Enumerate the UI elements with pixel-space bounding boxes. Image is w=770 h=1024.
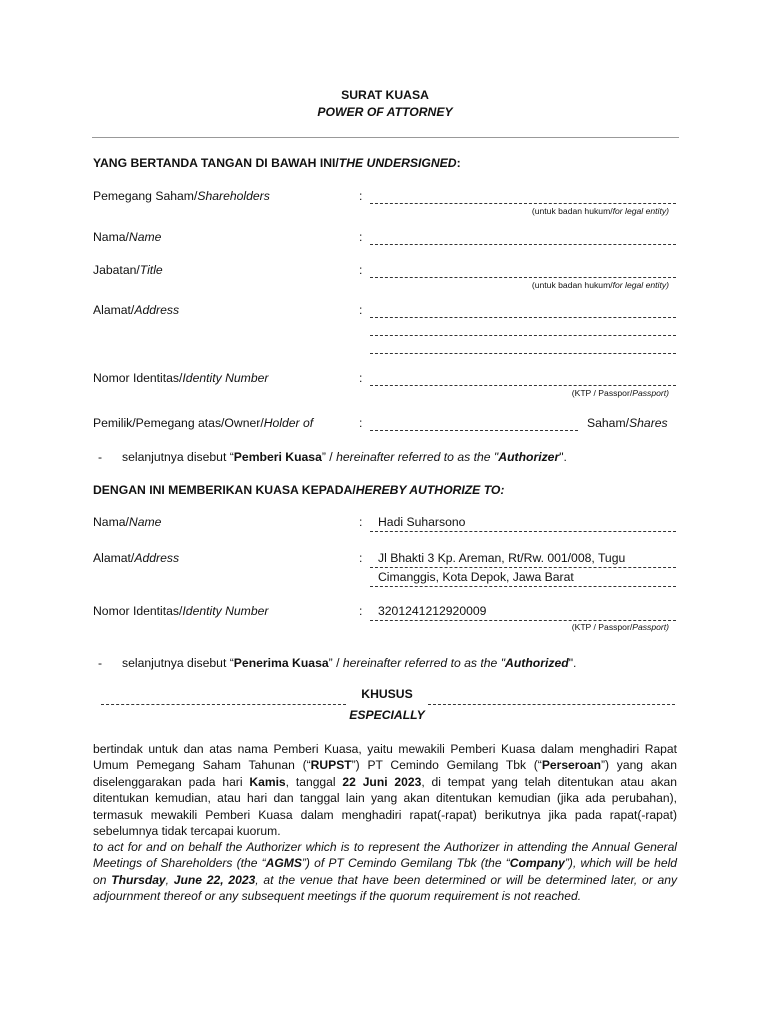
authorized-address-line-1[interactable]: Jl Bhakti 3 Kp. Areman, Rt/Rw. 001/008, Tugu [378, 551, 626, 565]
undersigned-address-field-2[interactable] [370, 335, 676, 336]
undersigned-address-field-1[interactable] [370, 317, 676, 318]
undersigned-name-field[interactable] [370, 244, 676, 245]
shareholders-colon: : [359, 189, 363, 203]
document-title: SURAT KUASA [341, 88, 429, 102]
authorizer-clause-dash: - [98, 450, 103, 464]
special-heading-en: ESPECIALLY [349, 708, 425, 722]
authorized-address-label: Alamat/Address [93, 551, 180, 565]
owner-label: Pemilik/Pemegang atas/Owner/Holder of [93, 416, 314, 430]
undersigned-name-colon: : [359, 230, 363, 244]
undersigned-address-colon: : [359, 303, 363, 317]
document-subtitle: POWER OF ATTORNEY [317, 105, 453, 119]
special-heading: KHUSUS [361, 687, 413, 701]
authorized-clause: selanjutnya disebut “Penerima Kuasa” / hereinafter referred to as the "Authorized". [122, 656, 577, 670]
undersigned-id-label: Nomor Identitas/Identity Number [93, 371, 269, 385]
body-paragraph-id: bertindak untuk dan atas nama Pemberi Kuasa, yaitu mewakili Pemberi Kuasa dalam menghadiri Rapat Umum Pemegang Saham Tahunan (“RUPST”) PT Cemindo Gemilang Tbk (“Perseroan”) yang akan diselenggarakan pada hari Kamis, tanggal 22 Juni 2023, di tempat yang telah ditentukan atau akan ditentukan kemudian, atau hari dan tanggal lain yang akan ditentukan kemudian (jika ada perubahan), termasuk mewakili Pemberi Kuasa dalam menghadiri rapat(-rapat) berikutnya jika pada rapat(-rapat) sebelumnya tidak tercapai kuorum. [93, 742, 677, 839]
authorized-id-label: Nomor Identitas/Identity Number [93, 604, 269, 618]
shareholders-label: Pemegang Saham/Shareholders [93, 189, 270, 203]
authorized-name-value[interactable]: Hadi Suharsono [378, 515, 466, 529]
authorize-heading: DENGAN INI MEMBERIKAN KUASA KEPADA/HEREBY AUTHORIZE TO: [93, 483, 505, 497]
undersigned-address-label: Alamat/Address [93, 303, 180, 317]
shares-count-field[interactable] [370, 430, 578, 431]
authorized-id-note: (KTP / Passpor/Passport) [571, 622, 669, 632]
title-note: (untuk badan hukum/for legal entity) [531, 280, 669, 290]
authorized-address-field-1 [370, 567, 676, 568]
authorized-address-line-2[interactable]: Cimanggis, Kota Depok, Jawa Barat [378, 570, 574, 584]
authorized-name-label: Nama/Name [93, 515, 162, 529]
body-paragraph-en: to act for and on behalf the Authorizer which is to represent the Authorizer in attending the Annual General Meetings of Shareholders (the “AGMS”) of PT Cemindo Gemilang Tbk (the “Company”), which will be held on Thursday, June 22, 2023, at the venue that have been determined or will be determined later, or any adjournment thereof or any subsequent meetings if the quorum requirement is not reached. [93, 840, 677, 904]
title-label: Jabatan/Title [93, 263, 163, 277]
shareholders-field[interactable] [370, 203, 676, 204]
shareholders-note: (untuk badan hukum/for legal entity) [531, 206, 669, 216]
authorized-name-colon: : [359, 515, 363, 529]
header-divider [92, 137, 679, 138]
authorizer-clause: selanjutnya disebut “Pemberi Kuasa” / hereinafter referred to as the "Authorizer". [122, 450, 567, 464]
authorized-name-field [370, 531, 676, 532]
shares-label: Saham/Shares [587, 416, 668, 430]
authorized-id-value[interactable]: 3201241212920009 [378, 604, 487, 618]
undersigned-id-field[interactable] [370, 385, 676, 386]
title-field[interactable] [370, 277, 676, 278]
undersigned-address-field-3[interactable] [370, 353, 676, 354]
undersigned-id-colon: : [359, 371, 363, 385]
special-rule-left [101, 704, 346, 705]
undersigned-heading: YANG BERTANDA TANGAN DI BAWAH INI/THE UNDERSIGNED: [93, 156, 461, 170]
authorized-address-field-2 [370, 586, 676, 587]
special-rule-right [428, 704, 675, 705]
undersigned-name-label: Nama/Name [93, 230, 162, 244]
authorized-id-colon: : [359, 604, 363, 618]
title-colon: : [359, 263, 363, 277]
authorized-id-field [370, 620, 676, 621]
authorized-address-colon: : [359, 551, 363, 565]
undersigned-id-note: (KTP / Passpor/Passport) [571, 388, 669, 398]
authorized-clause-dash: - [98, 656, 103, 670]
owner-colon: : [359, 416, 363, 430]
